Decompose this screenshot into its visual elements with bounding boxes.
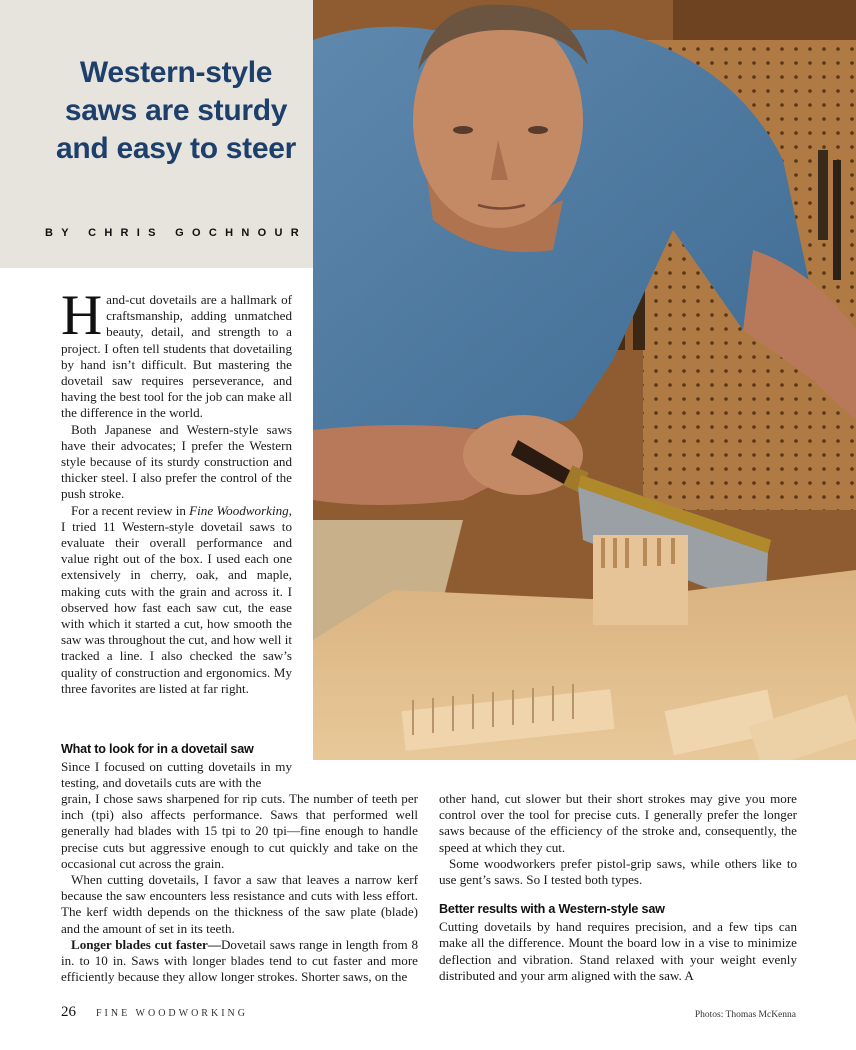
section1-paragraph-1: grain, I chose saws sharpened for rip cuts. The number of teeth per inch (tpi) also affects performance. Saws that performed well generally had blades with 15 tpi to 20 tpi—fine enough to handle precise cuts but aggressive enough to cut quickly and take on the occasional cut across the grain.: [61, 791, 418, 871]
section2-paragraph-1: Cutting dovetails by hand requires precision, and a few tips can make all the difference. Mount the board low in a vise to minimize deflection and vibration. Stand relaxed with your weight evenly distributed and your arm aligned with the saw. A: [439, 919, 797, 983]
page-number: 26: [61, 1004, 76, 1020]
right-paragraph-1: other hand, cut slower but their short strokes may give you more control over the tool for precise cuts. I generally prefer the longer saws because of the efficiency of the stroke and, consequently, the speed at which they cut.: [439, 791, 797, 855]
woodworker-photo: [313, 0, 856, 760]
intro-text: [61, 284, 292, 697]
headline: Western-style saws are sturdy and easy to steer: [55, 56, 296, 165]
intro-paragraph-1: Hand-cut dovetails are a hallmark of craftsmanship, adding unmatched beauty, detail, and strength to a project. I often tell students that dovetailing by hand isn’t difficult. But mastering the dovetail saw requires perseverance, and having the best tool for the job can make all the difference in the world.: [61, 284, 292, 421]
section1-paragraph-3: Longer blades cut faster—Dovetail saws range in length from 8 in. to 10 in. Saws with longer blades tend to cut faster and more efficiently because they allow longer strokes. Shorter saws, on the: [61, 936, 418, 985]
woodworker-illustration: [313, 0, 856, 760]
magazine-name: FINE WOODWORKING: [96, 1008, 248, 1019]
section-heading-dovetail-saw: What to look for in a dovetail saw: [61, 742, 254, 756]
byline: BY CHRIS GOCHNOUR: [45, 227, 307, 239]
section-heading-better-results: Better results with a Western-style saw: [439, 902, 665, 917]
drop-cap: H: [61, 284, 103, 347]
section1-paragraph-2: When cutting dovetails, I favor a saw that leaves a narrow kerf because the saw encounters less resistance and cuts with less effort. The kerf width depends on the thickness of the saw plate (blade) and the amount of set in its teeth.: [61, 872, 418, 936]
body-column-left: [61, 791, 418, 985]
section1-intro-text: Since I focused on cutting dovetails in my testing, and dovetails cuts are with the: [61, 759, 292, 791]
title-panel: [0, 0, 313, 268]
magazine-title-italic: Fine Woodworking: [189, 502, 289, 518]
intro-paragraph-3: For a recent review in Fine Woodworking, I tried 11 Western-style dovetail saws to evaluate their overall performance and value right out of the box. I used each one extensively in cherry, oak, and maple, making cuts with the grain and across it. I observed how fast each saw cut, the ease with which it started a cut, how smooth the saw was throughout the cut, and how well it tracked a line. I also checked the saw’s quality of construction and ergonomics. My three favorites are listed at far right.: [61, 502, 292, 696]
intro-paragraph-2: Both Japanese and Western-style saws have their advocates; I prefer the Western style because of its sturdy construction and thicker steel. I also prefer the control of the push stroke.: [61, 421, 292, 502]
photo-credit: Photos: Thomas McKenna: [694, 1010, 796, 1020]
body-column-right: [439, 791, 797, 984]
right-paragraph-2: Some woodworkers prefer pistol-grip saws, while others like to use gent’s saws. So I tested both types.: [439, 855, 797, 888]
longer-blades-lead: Longer blades cut faster—: [71, 936, 221, 952]
